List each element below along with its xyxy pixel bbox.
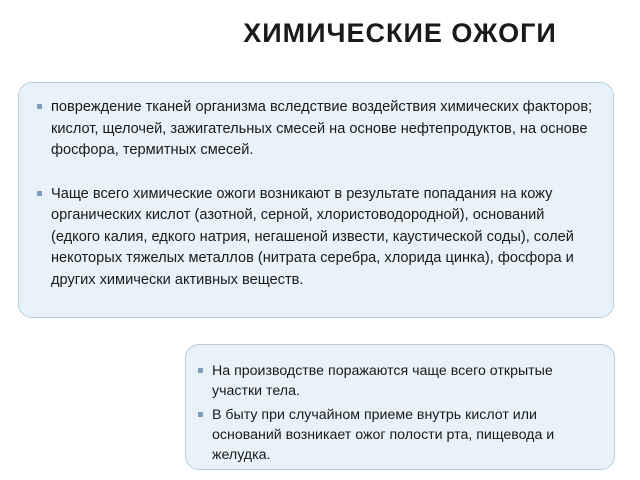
list-item-text: На производстве поражаются чаще всего открытые участки тела.	[212, 363, 553, 399]
list-item	[198, 361, 598, 401]
square-bullet-icon	[37, 97, 51, 117]
square-bullet-icon	[198, 361, 212, 381]
paragraph-text: повреждение тканей организма вследствие воздействия химических факторов; кислот, щелочей, зажигательных смесей на основе нефтепродуктов, на основе фосфора, термитных смесей.	[51, 99, 593, 158]
examples-panel	[185, 344, 615, 470]
paragraph-spacer	[37, 174, 595, 184]
page-title: ХИМИЧЕСКИЕ ОЖОГИ	[243, 18, 557, 48]
paragraph	[37, 97, 595, 162]
list-item	[198, 405, 598, 465]
paragraph	[37, 184, 595, 292]
square-bullet-icon	[37, 184, 51, 204]
paragraph-text: Чаще всего химические ожоги возникают в результате попадания на кожу органических кислот (азотной, серной, хлористоводородной), оснований (едкого калия, едкого натрия, негашеной извести, каустической соды), солей некоторых тяжелых металлов (нитрата серебра, хлорида цинка), фосфора и других химически активных веществ.	[51, 185, 574, 288]
square-bullet-icon	[198, 405, 212, 425]
list-item-text: В быту при случайном приеме внутрь кислот или оснований возникает ожог полости рта, пищевода и желудка.	[212, 407, 555, 463]
definition-panel	[18, 82, 614, 318]
